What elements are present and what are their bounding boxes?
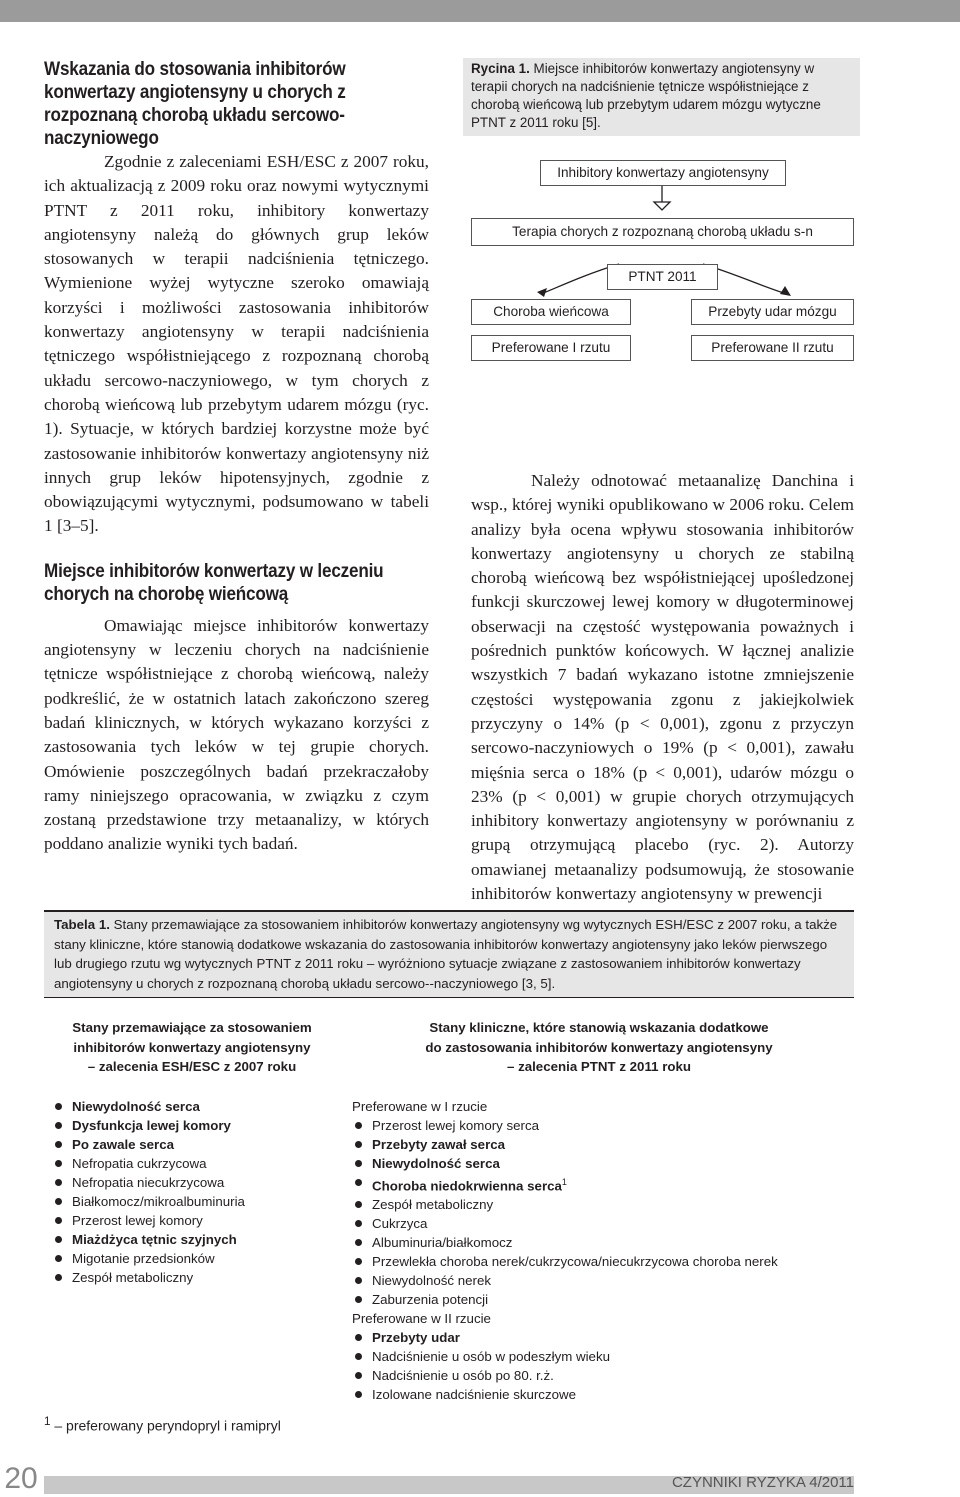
journal-name: CZYNNIKI RYZYKA 4/2011 — [671, 1474, 854, 1491]
list-item: Po zawale serca — [52, 1135, 245, 1154]
table-col1-list — [52, 1097, 245, 1287]
list-item: Niewydolność serca — [352, 1154, 778, 1173]
list-subheading: Preferowane w II rzucie — [352, 1311, 491, 1327]
table-col2-list — [352, 1097, 778, 1404]
page-number: 20 — [4, 1462, 38, 1495]
figure-label: Rycina 1. — [471, 61, 530, 76]
right-column — [471, 58, 854, 906]
list-item: Białkomocz/mikroalbuminuria — [52, 1192, 245, 1211]
box-therapy: Terapia chorych z rozpoznaną chorobą układu s-n — [471, 218, 854, 246]
list-item: Zespół metaboliczny — [52, 1268, 245, 1287]
list-item: Zespół metaboliczny — [352, 1195, 778, 1214]
table-caption-text: Stany przemawiające za stosowaniem inhibitorów konwertazy angiotensyny wg wytycznych ESH/ESC z 2007 roku, a także stany kliniczne, które stanowią dodatkowe wskazania do zastosowania inhibitorów konwertazy angiotensyny jako leków pierwszego lub drugiego rzutu wg wytycznych PTNT z 2011 roku – wyróżniono sytuacje związane z zastosowaniem inhibitorów konwertazy angiotensyny u chorych z rozpoznaną chorobą układu sercowo--naczyniowego [3, 5]. — [54, 917, 838, 991]
paragraph-right: Należy odnotować metaanalizę Danchina i wsp., której wyniki opublikowano w 2006 roku. Celem analizy była ocena wpływu stosowania inhibitorów konwertazy angiotensyny u chorych ze stabilną chorobą wieńcową bez współistniejącej upośledzonej funkcji skurczowej lewej komory w długoterminowej obserwacji na częstość występowania poważnych i pośrednich punktów końcowych. W łącznej analizie wszystkich 7 badań wykazano istotne zmniejszenie częstości występowania zgonu z jakiejkolwiek przyczyny o 14% (p < 0,001), zgonu z przyczyn sercowo-naczyniowych o 19% (p < 0,001), zawału mięśnia serca o 18% (p < 0,001), udarów mózgu o 23% (p < 0,001) w grupie chorych otrzymujących inhibitory konwertazy angiotensyny w porównaniu z grupą otrzymującą placebo (ryc. 2). Autorzy omawianej metaanalizy podsumowują, że stosowanie inhibitorów konwertazy angiotensyny w prewencji — [471, 471, 854, 904]
list-item: Niewydolność serca — [52, 1097, 245, 1116]
list-item: Choroba niedokrwienna serca$^1$ — [352, 1173, 778, 1195]
section-heading-2: Miejsce inhibitorów konwertazy w leczeniu chorych na chorobę wieńcową — [44, 560, 384, 605]
list-item: Nefropatia cukrzycowa — [52, 1154, 245, 1173]
list-item: Przerost lewej komory serca — [352, 1116, 778, 1135]
list-item: Migotanie przedsionków — [52, 1249, 245, 1268]
list-item: Nadciśnienie u osób w podeszłym wieku — [352, 1347, 778, 1366]
table-1 — [44, 910, 854, 1403]
list-item: Niewydolność nerek — [352, 1271, 778, 1290]
footnote — [44, 1415, 281, 1434]
list-subheading: Preferowane w I rzucie — [352, 1099, 488, 1114]
arrow-down-icon — [654, 202, 670, 210]
top-bar — [0, 0, 960, 22]
box-second-line: Preferowane II rzutu — [691, 335, 854, 361]
paragraph-1: Zgodnie z zaleceniami ESH/ESC z 2007 roku, ich aktualizacją z 2009 roku oraz nowymi wytycznymi PTNT z 2011 roku, inhibitory konwertazy angiotensyny należą do głównych grup leków stosowanych w terapii nadciśnienia tętniczego. Wymienione wyżej wytyczne szeroko omawiają korzyści i możliwości zastosowania inhibitorów konwertazy angiotensyny w terapii nadciśnienia tętniczego współistniejącego z rozpoznaną chorobą układu sercowo-naczyniowego, w tym chorych z chorobą wieńcową lub przebytym udarem mózgu (ryc. 1). Sytuacje, w których bardziej korzystne może być zastosowanie inhibitorów konwertazy angiotensyny niż innych grup leków hipotensyjnych, zgodnie z obowiązującymi wytycznymi, podsumowano w tabeli 1 [3–5]. — [44, 152, 429, 536]
list-item: Nefropatia niecukrzycowa — [52, 1173, 245, 1192]
list-item: Przerost lewej komory — [52, 1211, 245, 1230]
list-item: Albuminuria/białkomocz — [352, 1233, 778, 1252]
figure-caption-text: Miejsce inhibitorów konwertazy angiotensyny w terapii chorych na nadciśnienie tętnicze współistniejące z chorobą wieńcową lub przebytym udarem mózgu wytyczne PTNT z 2011 roku [5]. — [471, 61, 821, 130]
table-caption — [44, 910, 854, 998]
paragraph-2: Omawiając miejsce inhibitorów konwertazy angiotensyny w leczeniu chorych na nadciśnienie tętnicze współistniejące z chorobą wieńcową, należy podkreślić, że w ostatnich latach zakończono szereg badań klinicznych, w których wykazano korzyści z zastosowania tych leków w tej grupie chorych. Omówienie poszczególnych badań przekraczałoby ramy niniejszego opracowania, w związku z czym zostaną przedstawione trzy metaanalizy, w których poddano analizie wyniki tych badań. — [44, 615, 429, 854]
table-col2-header: Stany kliniczne, które stanowią wskazania dodatkowe do zastosowania inhibitorów konwertazy angiotensyny – zalecenia PTNT z 2011 roku — [425, 1020, 773, 1074]
list-item: Miażdżyca tętnic szyjnych — [52, 1230, 245, 1249]
list-item: Zaburzenia potencji — [352, 1290, 778, 1309]
table-label: Tabela 1. — [54, 917, 110, 932]
box-stroke: Przebyty udar mózgu — [691, 299, 854, 325]
table-col1-header: Stany przemawiające za stosowaniem inhibitorów konwertazy angiotensyny – zalecenia ESH/ESC z 2007 roku — [72, 1020, 312, 1074]
box-first-line: Preferowane I rzutu — [471, 335, 631, 361]
box-coronary-disease: Choroba wieńcowa — [471, 299, 631, 325]
footnote-mark: 1 — [44, 1415, 51, 1428]
arrow-left-icon — [537, 288, 547, 297]
footnote-text: – preferowany peryndopryl i ramipryl — [50, 1417, 281, 1434]
box-ptnt-2011: PTNT 2011 — [607, 264, 718, 290]
section-heading-1: Wskazania do stosowania inhibitorów konwertazy angiotensyny u chorych z rozpoznaną chorobą układu sercowo-naczyniowego — [44, 59, 346, 149]
flow-diagram — [471, 136, 854, 436]
list-item: Przewlekła choroba nerek/cukrzycowa/niecukrzycowa choroba nerek — [352, 1252, 778, 1271]
list-item: Dysfunkcja lewej komory — [52, 1116, 245, 1135]
list-item: Przebyty zawał serca — [352, 1135, 778, 1154]
left-column — [44, 58, 429, 857]
figure-caption — [463, 58, 860, 136]
list-item: Izolowane nadciśnienie skurczowe — [352, 1385, 778, 1404]
arrow-right-icon — [780, 286, 791, 296]
list-item: Cukrzyca — [352, 1214, 778, 1233]
list-item: Nadciśnienie u osób po 80. r.ż. — [352, 1366, 778, 1385]
box-ace-inhibitors: Inhibitory konwertazy angiotensyny — [540, 160, 786, 186]
list-item: Przebyty udar — [352, 1328, 778, 1347]
